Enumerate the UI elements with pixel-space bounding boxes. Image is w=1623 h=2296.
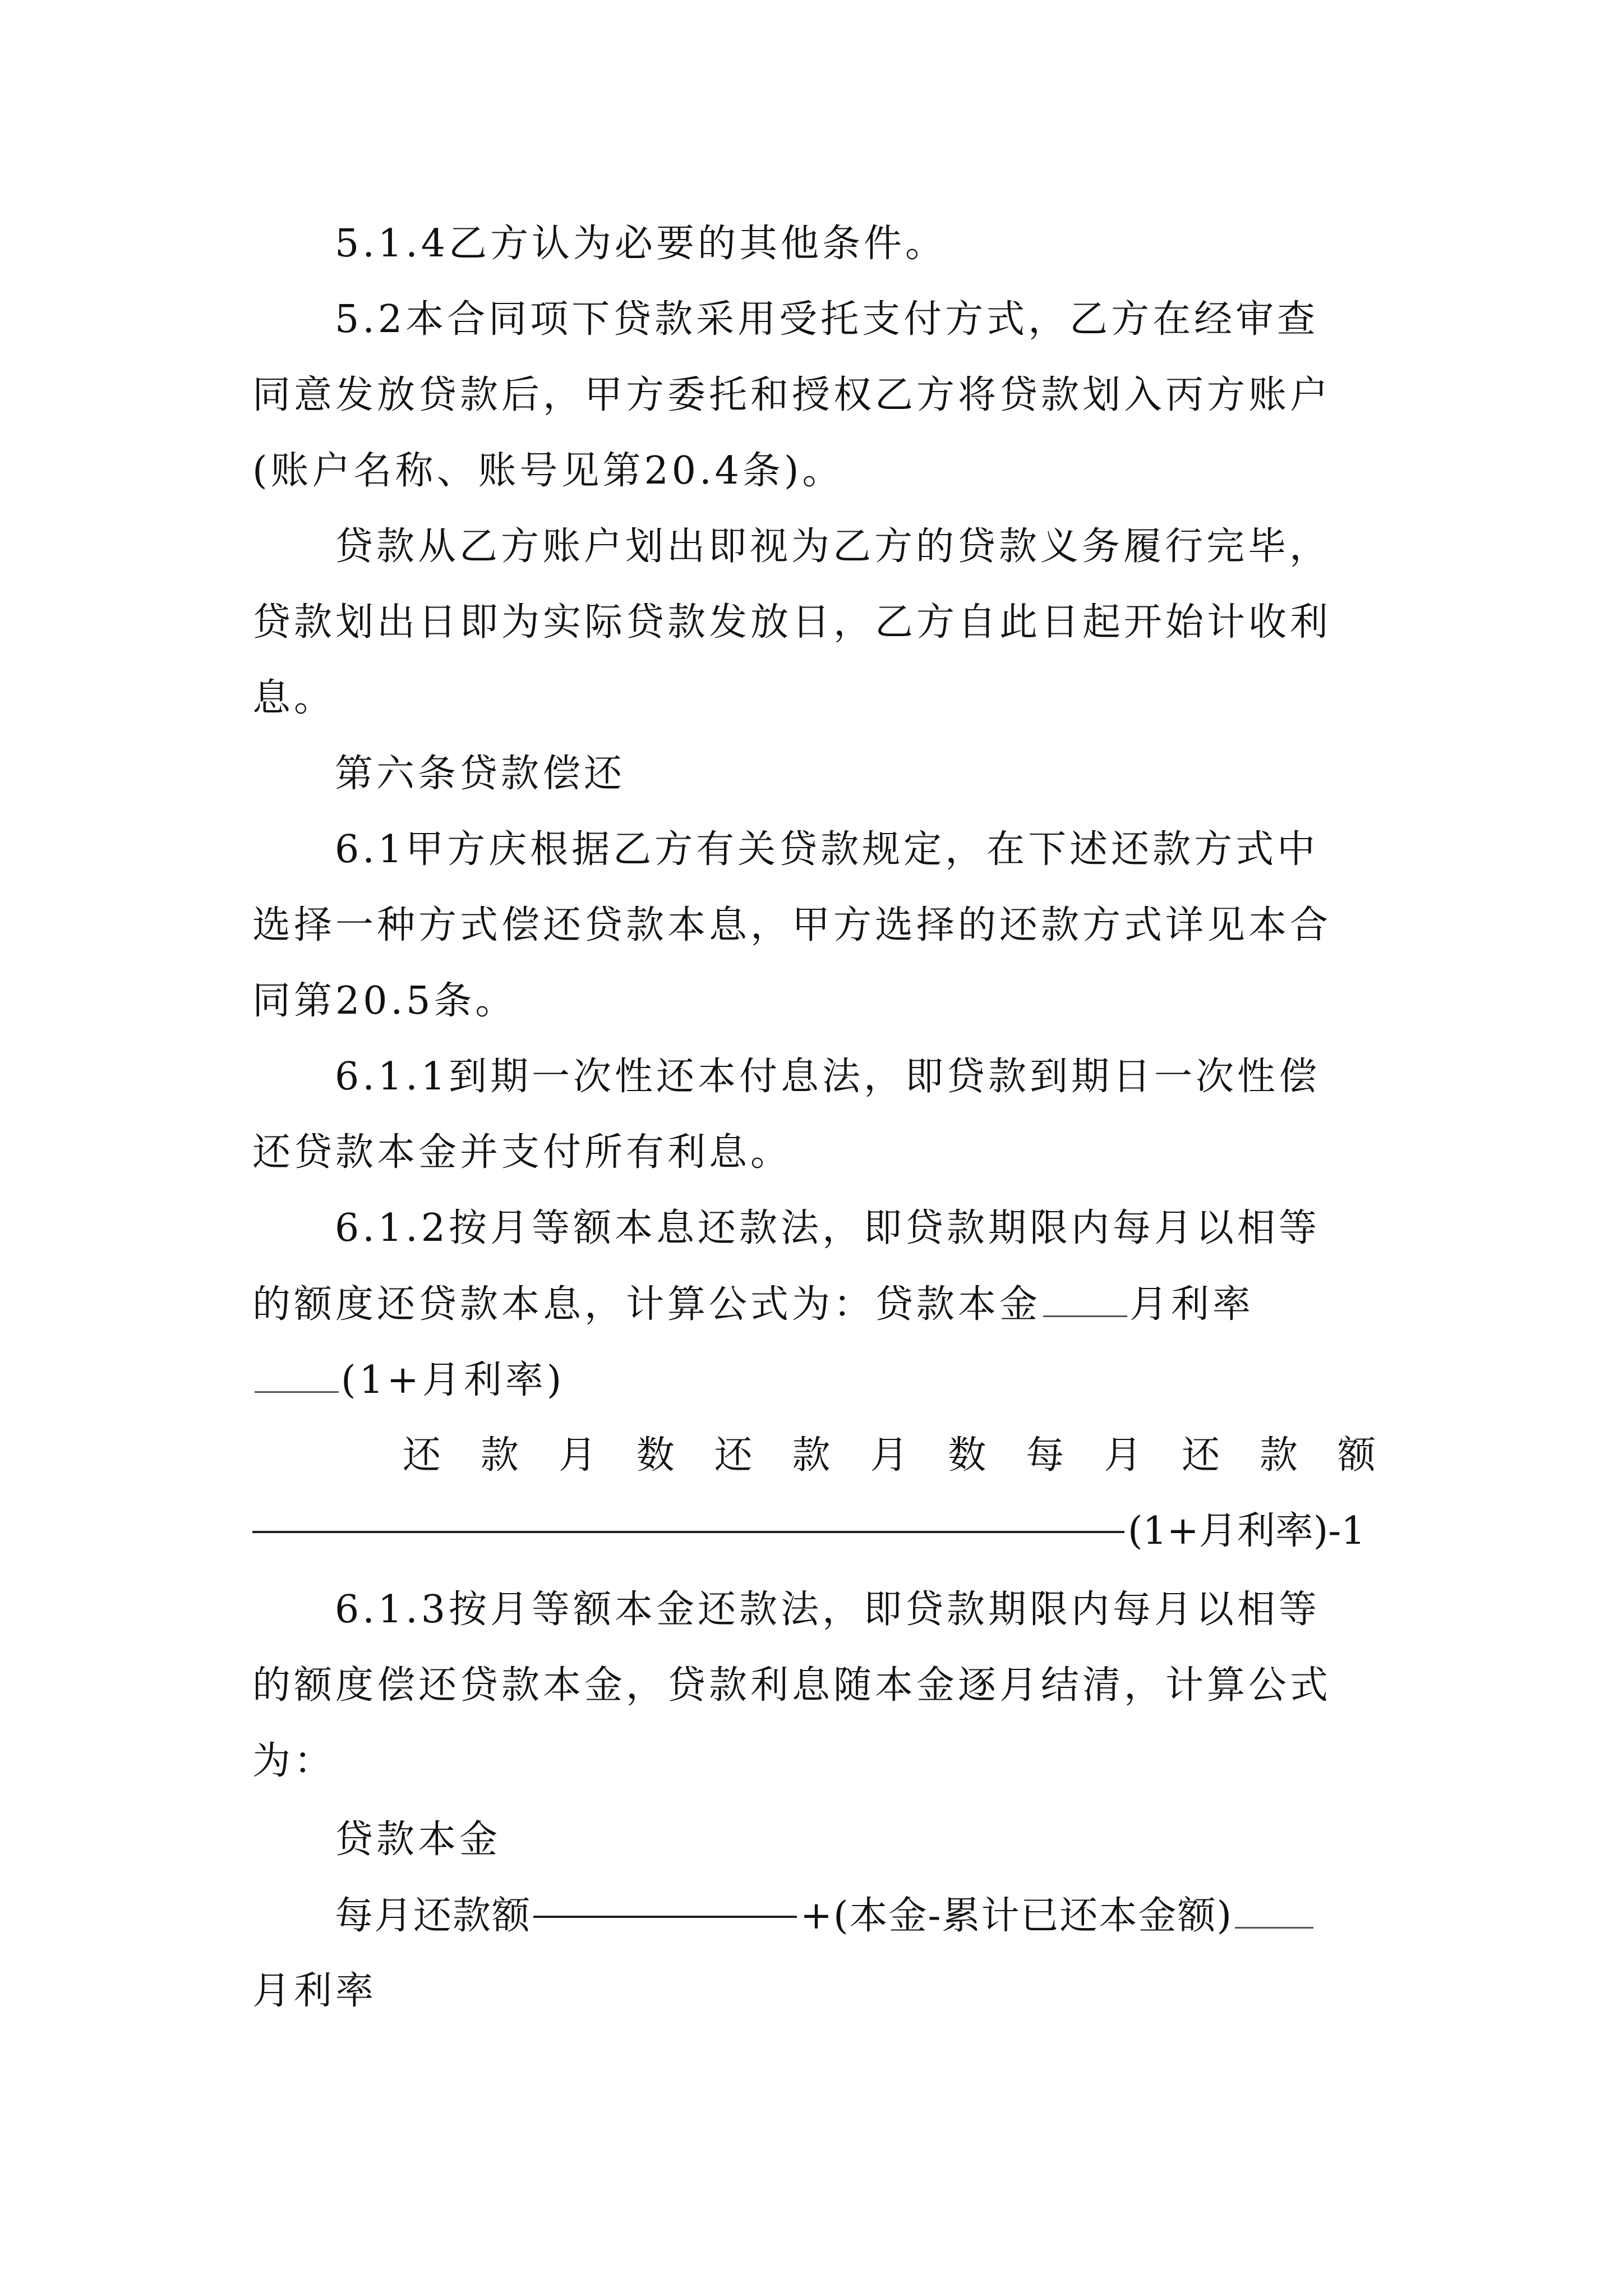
formula-char: 数: [636, 1433, 675, 1478]
formula-char: 款: [480, 1433, 519, 1478]
clause-6-1-line-2: 选择一种方式偿还贷款本息，甲方选择的还款方式详见本合: [252, 903, 1332, 947]
formula-char: 每: [1026, 1433, 1064, 1478]
clause-6-1-line-1: 6.1甲方庆根据乙方有关贷款规定，在下述还款方式中: [335, 827, 1319, 872]
formula-monthly-rate-line: 月利率: [252, 1969, 377, 2013]
clause-6-1-line-3: 同第20.5条。: [252, 979, 517, 1023]
formula-char: 额: [1337, 1433, 1376, 1478]
clause-6-1-3-line-3: 为：: [252, 1739, 336, 1783]
disbursement-line-2: 贷款划出日即为实际贷款发放日，乙方自此日起开始计收利: [252, 600, 1332, 645]
formula-char: 还: [403, 1433, 441, 1478]
clause-6-1-2-line-2: [252, 1282, 1374, 1327]
clause-6-1-3-line-2: 的额度偿还贷款本金，贷款利息随本金逐月结清，计算公式: [252, 1663, 1332, 1708]
clause-6-1-1-line-2: 还贷款本金并支付所有利息。: [252, 1130, 792, 1175]
disbursement-line-1: 贷款从乙方账户划出即视为乙方的贷款义务履行完毕，: [335, 524, 1331, 569]
formula-remaining-principal: +(本金-累计已还本金额): [800, 1894, 1233, 1938]
formula-spread-line: [403, 1433, 1376, 1478]
formula-denominator: (1+月利率)-1: [1128, 1509, 1366, 1553]
formula-char: 还: [714, 1433, 753, 1478]
formula-blank: [1235, 1893, 1313, 1929]
clause-6-1-2-line-3: [252, 1358, 1374, 1403]
formula-dash-line: [252, 1509, 1374, 1554]
formula-char: 款: [1259, 1433, 1298, 1478]
clause-6-1-3-line-1: 6.1.3按月等额本金还款法，即贷款期限内每月以相等: [335, 1588, 1321, 1632]
formula-intro: 的额度还贷款本息，计算公式为：贷款本金: [252, 1282, 1041, 1327]
formula-blank: [255, 1358, 339, 1393]
clause-6-1-2-line-1: 6.1.2按月等额本息还款法，即贷款期限内每月以相等: [335, 1206, 1321, 1250]
fraction-dashes: [533, 1916, 797, 1918]
formula-char: 还: [1182, 1433, 1220, 1478]
clause-6-1-1-line-1: 6.1.1到期一次性还本付息法，即贷款到期日一次性偿: [335, 1055, 1321, 1099]
formula-char: 款: [792, 1433, 831, 1478]
formula-char: 月: [558, 1433, 597, 1478]
formula-monthly-payment-line: [335, 1893, 1456, 1939]
formula-monthly-payment-label: 每月还款额: [335, 1894, 532, 1938]
clause-5-1-4: 5.1.4乙方认为必要的其他条件。: [335, 222, 947, 266]
clause-5-2-line-2: 同意发放贷款后，甲方委托和授权乙方将贷款划入丙方账户: [252, 373, 1332, 417]
formula-char: 数: [948, 1433, 986, 1478]
formula-rate-term: (1+月利率): [341, 1358, 565, 1402]
clause-5-2-line-1: 5.2本合同项下贷款采用受托支付方式，乙方在经审查: [335, 297, 1319, 342]
formula-blank: [1043, 1282, 1127, 1317]
formula-principal-label: 贷款本金: [335, 1818, 501, 1862]
article-6-heading: 第六条贷款偿还: [335, 752, 626, 796]
fraction-dashes: [252, 1531, 1124, 1533]
formula-char: 月: [1104, 1433, 1142, 1478]
formula-monthly-rate: 月利率: [1129, 1282, 1255, 1327]
disbursement-line-3: 息。: [252, 676, 336, 720]
formula-char: 月: [870, 1433, 909, 1478]
clause-5-2-line-3: (账户名称、账号见第20.4条)。: [252, 449, 844, 493]
